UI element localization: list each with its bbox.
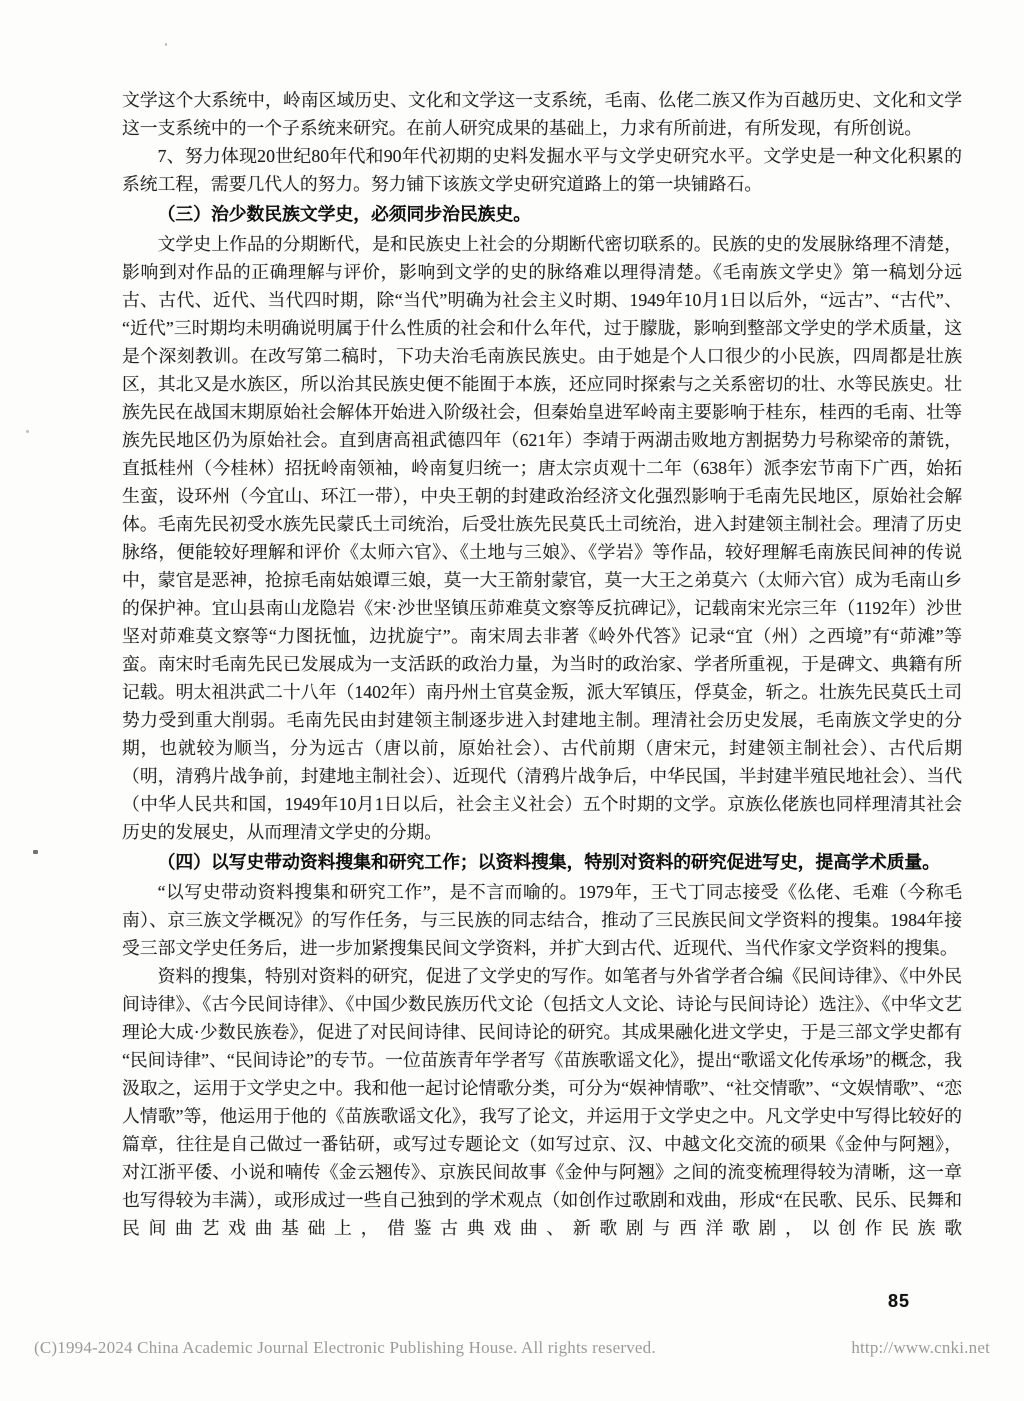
paragraph: 文学这个大系统中，岭南区域历史、文化和文学这一支系统，毛南、仫佬二族又作为百越历史、文化和文学这一支系统中的一个子系统来研究。在前人研究成果的基础上，力求有所前进，有所发现，有所创说。 <box>122 90 962 138</box>
article-body <box>122 86 962 1242</box>
page-number: 85 <box>888 1291 911 1311</box>
copyright-text: (C)1994-2024 China Academic Journal Electronic Publishing House. All rights reserved. <box>34 1338 656 1357</box>
scan-speck <box>26 430 29 433</box>
scan-speck <box>165 43 167 46</box>
cnki-url: http://www.cnki.net <box>851 1338 990 1357</box>
paragraph: 资料的搜集，特别对资料的研究，促进了文学史的写作。如笔者与外省学者合编《民间诗律》、《中外民间诗律》、《古今民间诗律》、《中国少数民族历代文论（包括文人文论、诗论与民间诗论）选注》、《中华文艺理论大成·少数民族卷》，促进了对民间诗律、民间诗论的研究。其成果融化进文学史，于是三部文学史都有“民间诗律”、“民间诗论”的专节。一位苗族青年学者写《苗族歌谣文化》，提出“歌谣文化传承场”的概念，我汲取之，运用于文学史之中。我和他一起讨论情歌分类，可分为“娱神情歌”、“社交情歌”、“文娱情歌”、“恋人情歌”等，他运用于他的《苗族歌谣文化》，我写了论文，并运用于文学史之中。凡文学史中写得比较好的篇章，往往是自己做过一番钻研，或写过专题论文（如写过京、汉、中越文化交流的硕果《金仲与阿翘》，对江浙平倭、小说和喃传《金云翘传》、京族民间故事《金仲与阿翘》之间的流变梳理得较为清晰，这一章也写得较为丰满），或形成过一些自己独到的学术观点（如创作过歌剧和戏曲，形成“在民歌、民乐、民舞和民间曲艺戏曲基础上，借鉴古典戏曲、新歌剧与西洋歌剧，以创作民族歌 <box>122 966 962 1238</box>
watermark-footer <box>34 1338 990 1358</box>
scan-speck <box>33 850 38 854</box>
section-heading: （四）以写史带动资料搜集和研究工作；以资料搜集，特别对资料的研究促进写史，提高学术质量。 <box>157 852 940 872</box>
paragraph: 7、努力体现20世纪80年代和90年代初期的史料发掘水平与文学史研究水平。文学史是一种文化积累的系统工程，需要几代人的努力。努力铺下该族文学史研究道路上的第一块铺路石。 <box>122 146 962 194</box>
section-heading: （三）治少数民族文学史，必须同步治民族史。 <box>157 204 532 224</box>
paragraph: 文学史上作品的分期断代，是和民族史上社会的分期断代密切联系的。民族的史的发展脉络理不清楚，影响到对作品的正确理解与评价，影响到文学的史的脉络难以理得清楚。《毛南族文学史》第一稿划分远古、古代、近代、当代四时期，除“当代”明确为社会主义时期、1949年10月1日以后外，“远古”、“古代”、“近代”三时期均未明确说明属于什么性质的社会和什么年代，过于朦胧，影响到整部文学史的学术质量，这是个深刻教训。在改写第二稿时，下功夫治毛南族民族史。由于她是个人口很少的小民族，四周都是壮族区，其北又是水族区，所以治其民族史便不能囿于本族，还应同时探索与之关系密切的壮、水等民族史。壮族先民在战国末期原始社会解体开始进入阶级社会，但秦始皇进军岭南主要影响于桂东，桂西的毛南、壮等族先民地区仍为原始社会。直到唐高祖武德四年（621年）李靖于两湖击败地方割据势力号称梁帝的萧铣，直抵桂州（今桂林）招抚岭南领袖，岭南复归统一；唐太宗贞观十二年（638年）派李宏节南下广西，始拓生蛮，设环州（今宜山、环江一带），中央王朝的封建政治经济文化强烈影响于毛南先民地区，原始社会解体。毛南先民初受水族先民蒙氏土司统治，后受壮族先民莫氏土司统治，进入封建领主制社会。理清了历史脉络，便能较好理解和评价《太师六官》、《土地与三娘》、《学岩》等作品，较好理解毛南族民间神的传说中，蒙官是恶神，抢掠毛南姑娘谭三娘，莫一大王箭射蒙官，莫一大王之弟莫六（太师六官）成为毛南山乡的保护神。宜山县南山龙隐岩《宋·沙世坚镇压茆难莫文察等反抗碑记》，记载南宋光宗三年（1192年）沙世坚对茆难莫文察等“力图抚恤，边扰旋宁”。南宋周去非著《岭外代答》记录“宜（州）之西境”有“茆滩”等蛮。南宋时毛南先民已发展成为一支活跃的政治力量，为当时的政治家、学者所重视，于是碑文、典籍有所记载。明太祖洪武二十八年（1402年）南丹州土官莫金叛，派大军镇压，俘莫金，斩之。壮族先民莫氏土司势力受到重大削弱。毛南先民由封建领主制逐步进入封建地主制。理清社会历史发展，毛南族文学史的分期，也就较为顺当，分为远古（唐以前，原始社会）、古代前期（唐宋元，封建领主制社会）、古代后期（明，清鸦片战争前，封建地主制社会）、近现代（清鸦片战争后，中华民国，半封建半殖民地社会）、当代（中华人民共和国，1949年10月1日以后，社会主义社会）五个时期的文学。京族仫佬族也同样理清其社会历史的发展史，从而理清文学史的分期。 <box>122 234 962 842</box>
paragraph: “以写史带动资料搜集和研究工作”，是不言而喻的。1979年，王弋丁同志接受《仫佬、毛难（今称毛南）、京三族文学概况》的写作任务，与三民族的同志结合，推动了三民族民间文学资料的搜集。1984年接受三部文学史任务后，进一步加紧搜集民间文学资料，并扩大到古代、近现代、当代作家文学资料的搜集。 <box>122 882 962 958</box>
